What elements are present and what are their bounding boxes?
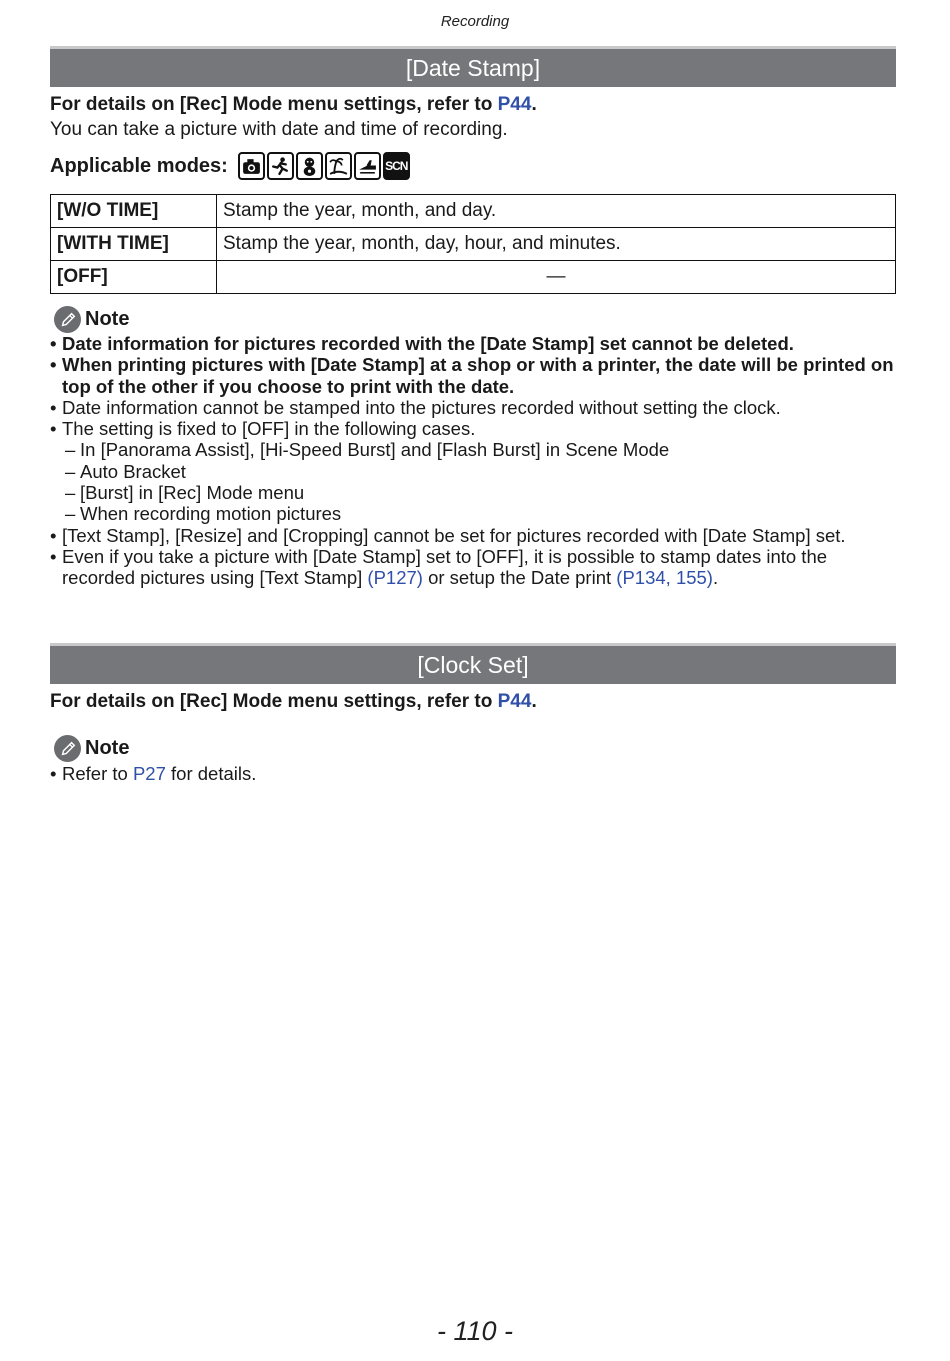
setting-key: [W/O TIME] bbox=[51, 195, 217, 228]
reference-suffix: . bbox=[531, 691, 537, 712]
pencil-icon bbox=[54, 735, 81, 762]
setting-key: [WITH TIME] bbox=[51, 228, 217, 261]
note-sub-item: – When recording motion pictures bbox=[50, 503, 900, 524]
note-text: for details. bbox=[165, 763, 257, 784]
page-link-p27[interactable]: P27 bbox=[132, 763, 166, 784]
scene-icon: SCN bbox=[383, 152, 410, 180]
table-row bbox=[51, 228, 896, 261]
page-number: - 110 - bbox=[436, 1316, 514, 1346]
aerial-icon bbox=[354, 152, 381, 180]
applicable-modes-label: Applicable modes: bbox=[50, 154, 228, 177]
date-stamp-settings-table bbox=[50, 194, 896, 294]
note-label: Note bbox=[85, 737, 130, 759]
date-stamp-reference bbox=[50, 94, 537, 116]
reference-suffix: . bbox=[531, 94, 537, 115]
note-text: or setup the Date print bbox=[422, 567, 617, 589]
mode-icon-row bbox=[238, 152, 410, 180]
sports-icon bbox=[267, 152, 294, 180]
date-stamp-title: [Date Stamp] bbox=[50, 46, 896, 87]
note-item: • When printing pictures with [Date Stamp] at a shop or with a printer, the date will be printed on top of the other if you choose to print with the date. bbox=[50, 354, 900, 397]
note-text: Refer to bbox=[62, 763, 133, 784]
table-row bbox=[51, 195, 896, 228]
setting-description: Stamp the year, month, day, hour, and minutes. bbox=[217, 228, 896, 261]
setting-description: Stamp the year, month, and day. bbox=[217, 195, 896, 228]
note-item bbox=[50, 546, 900, 589]
clock-set-title: [Clock Set] bbox=[50, 643, 896, 684]
date-stamp-notes bbox=[50, 333, 900, 589]
note-label: Note bbox=[85, 308, 130, 330]
baby-icon bbox=[296, 152, 323, 180]
note-item: • Date information for pictures recorded with the [Date Stamp] set cannot be deleted. bbox=[50, 333, 900, 354]
note-text: Even if you take a picture with [Date Stamp] set to [OFF], it is possible to stamp dates into the recorded pictures using [Text Stamp] bbox=[62, 545, 828, 589]
setting-key: [OFF] bbox=[51, 261, 217, 294]
date-stamp-intro: You can take a picture with date and time of recording. bbox=[50, 119, 508, 140]
note-sub-item: – In [Panorama Assist], [Hi-Speed Burst] and [Flash Burst] in Scene Mode bbox=[50, 439, 900, 460]
note-text: . bbox=[712, 567, 719, 589]
page-link-p44[interactable]: P44 bbox=[497, 691, 532, 712]
note-item: • [Text Stamp], [Resize] and [Cropping] cannot be set for pictures recorded with [Date Stamp] set. bbox=[50, 525, 900, 546]
clock-set-reference bbox=[50, 691, 537, 713]
note-separator: , bbox=[665, 567, 676, 589]
setting-description: — bbox=[217, 261, 896, 294]
note-item: • Date information cannot be stamped into the pictures recorded without setting the clock. bbox=[50, 397, 900, 418]
note-sub-item: – [Burst] in [Rec] Mode menu bbox=[50, 482, 900, 503]
applicable-modes bbox=[50, 152, 410, 180]
clock-set-note-heading bbox=[54, 735, 129, 762]
reference-text: For details on [Rec] Mode menu settings, refer to bbox=[50, 94, 498, 115]
pencil-icon bbox=[54, 306, 81, 333]
page-link-155[interactable]: 155) bbox=[675, 567, 713, 589]
clock-set-notes bbox=[50, 763, 900, 784]
page-link-p134[interactable]: (P134 bbox=[616, 567, 666, 589]
page-link-p44[interactable]: P44 bbox=[497, 94, 532, 115]
beach-icon bbox=[325, 152, 352, 180]
note-item: • The setting is fixed to [OFF] in the following cases. bbox=[50, 418, 900, 439]
note-sub-item: – Auto Bracket bbox=[50, 461, 900, 482]
date-stamp-note-heading bbox=[54, 306, 129, 333]
note-item bbox=[50, 763, 900, 784]
reference-text: For details on [Rec] Mode menu settings, refer to bbox=[50, 691, 498, 712]
page-link-p127[interactable]: (P127) bbox=[367, 567, 423, 589]
camera-icon bbox=[238, 152, 265, 180]
table-row bbox=[51, 261, 896, 294]
page-header: Recording bbox=[440, 13, 510, 30]
